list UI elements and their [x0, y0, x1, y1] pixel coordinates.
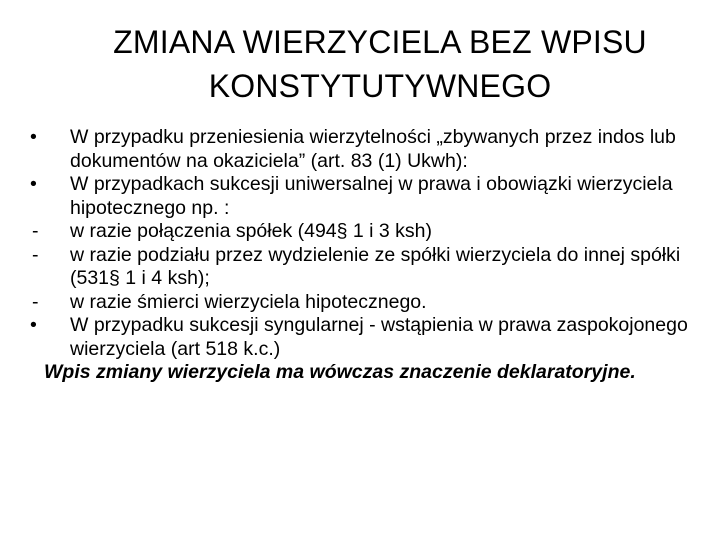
bullet-marker: •	[30, 314, 37, 336]
list-item	[28, 244, 688, 291]
list-item-text: w razie połączenia spółek (494§ 1 i 3 ksh)	[70, 220, 433, 242]
slide-title	[60, 20, 700, 108]
dash-marker: -	[32, 243, 39, 266]
list-item-text: W przypadku przeniesienia wierzytelności „zbywanych przez indos lub dokumentów na okaziciela” (art. 83 (1) Ukwh):	[70, 126, 676, 172]
list-item-text: w razie śmierci wierzyciela hipotecznego.	[70, 290, 427, 313]
dash-marker: -	[32, 290, 39, 313]
dash-marker: -	[32, 220, 39, 242]
list-item-text: W przypadku sukcesji syngularnej - wstąpienia w prawa zaspokojonego wierzyciela (art 518 k.c.)	[70, 314, 688, 360]
bullet-marker: •	[30, 126, 37, 148]
bullet-marker: •	[30, 173, 37, 195]
list-item-text: w razie podziału przez wydzielenie ze spółki wierzyciela do innej spółki (531§ 1 i 4 ksh);	[70, 243, 681, 289]
conclusion-text	[28, 361, 688, 385]
list-item	[28, 220, 688, 244]
title-line-2: KONSTYTUTYWNEGO	[208, 68, 552, 104]
slide-content	[28, 126, 688, 385]
list-item	[28, 173, 688, 220]
list-item	[28, 291, 688, 315]
list-item	[28, 314, 688, 361]
title-line-1: ZMIANA WIERZYCIELA BEZ WPISU	[113, 24, 647, 60]
list-item-text: W przypadkach sukcesji uniwersalnej w prawa i obowiązki wierzyciela hipotecznego np. :	[70, 173, 673, 219]
list-item	[28, 126, 688, 173]
conclusion-label: Wpis zmiany wierzyciela ma wówczas znaczenie deklaratoryjne.	[44, 361, 636, 383]
